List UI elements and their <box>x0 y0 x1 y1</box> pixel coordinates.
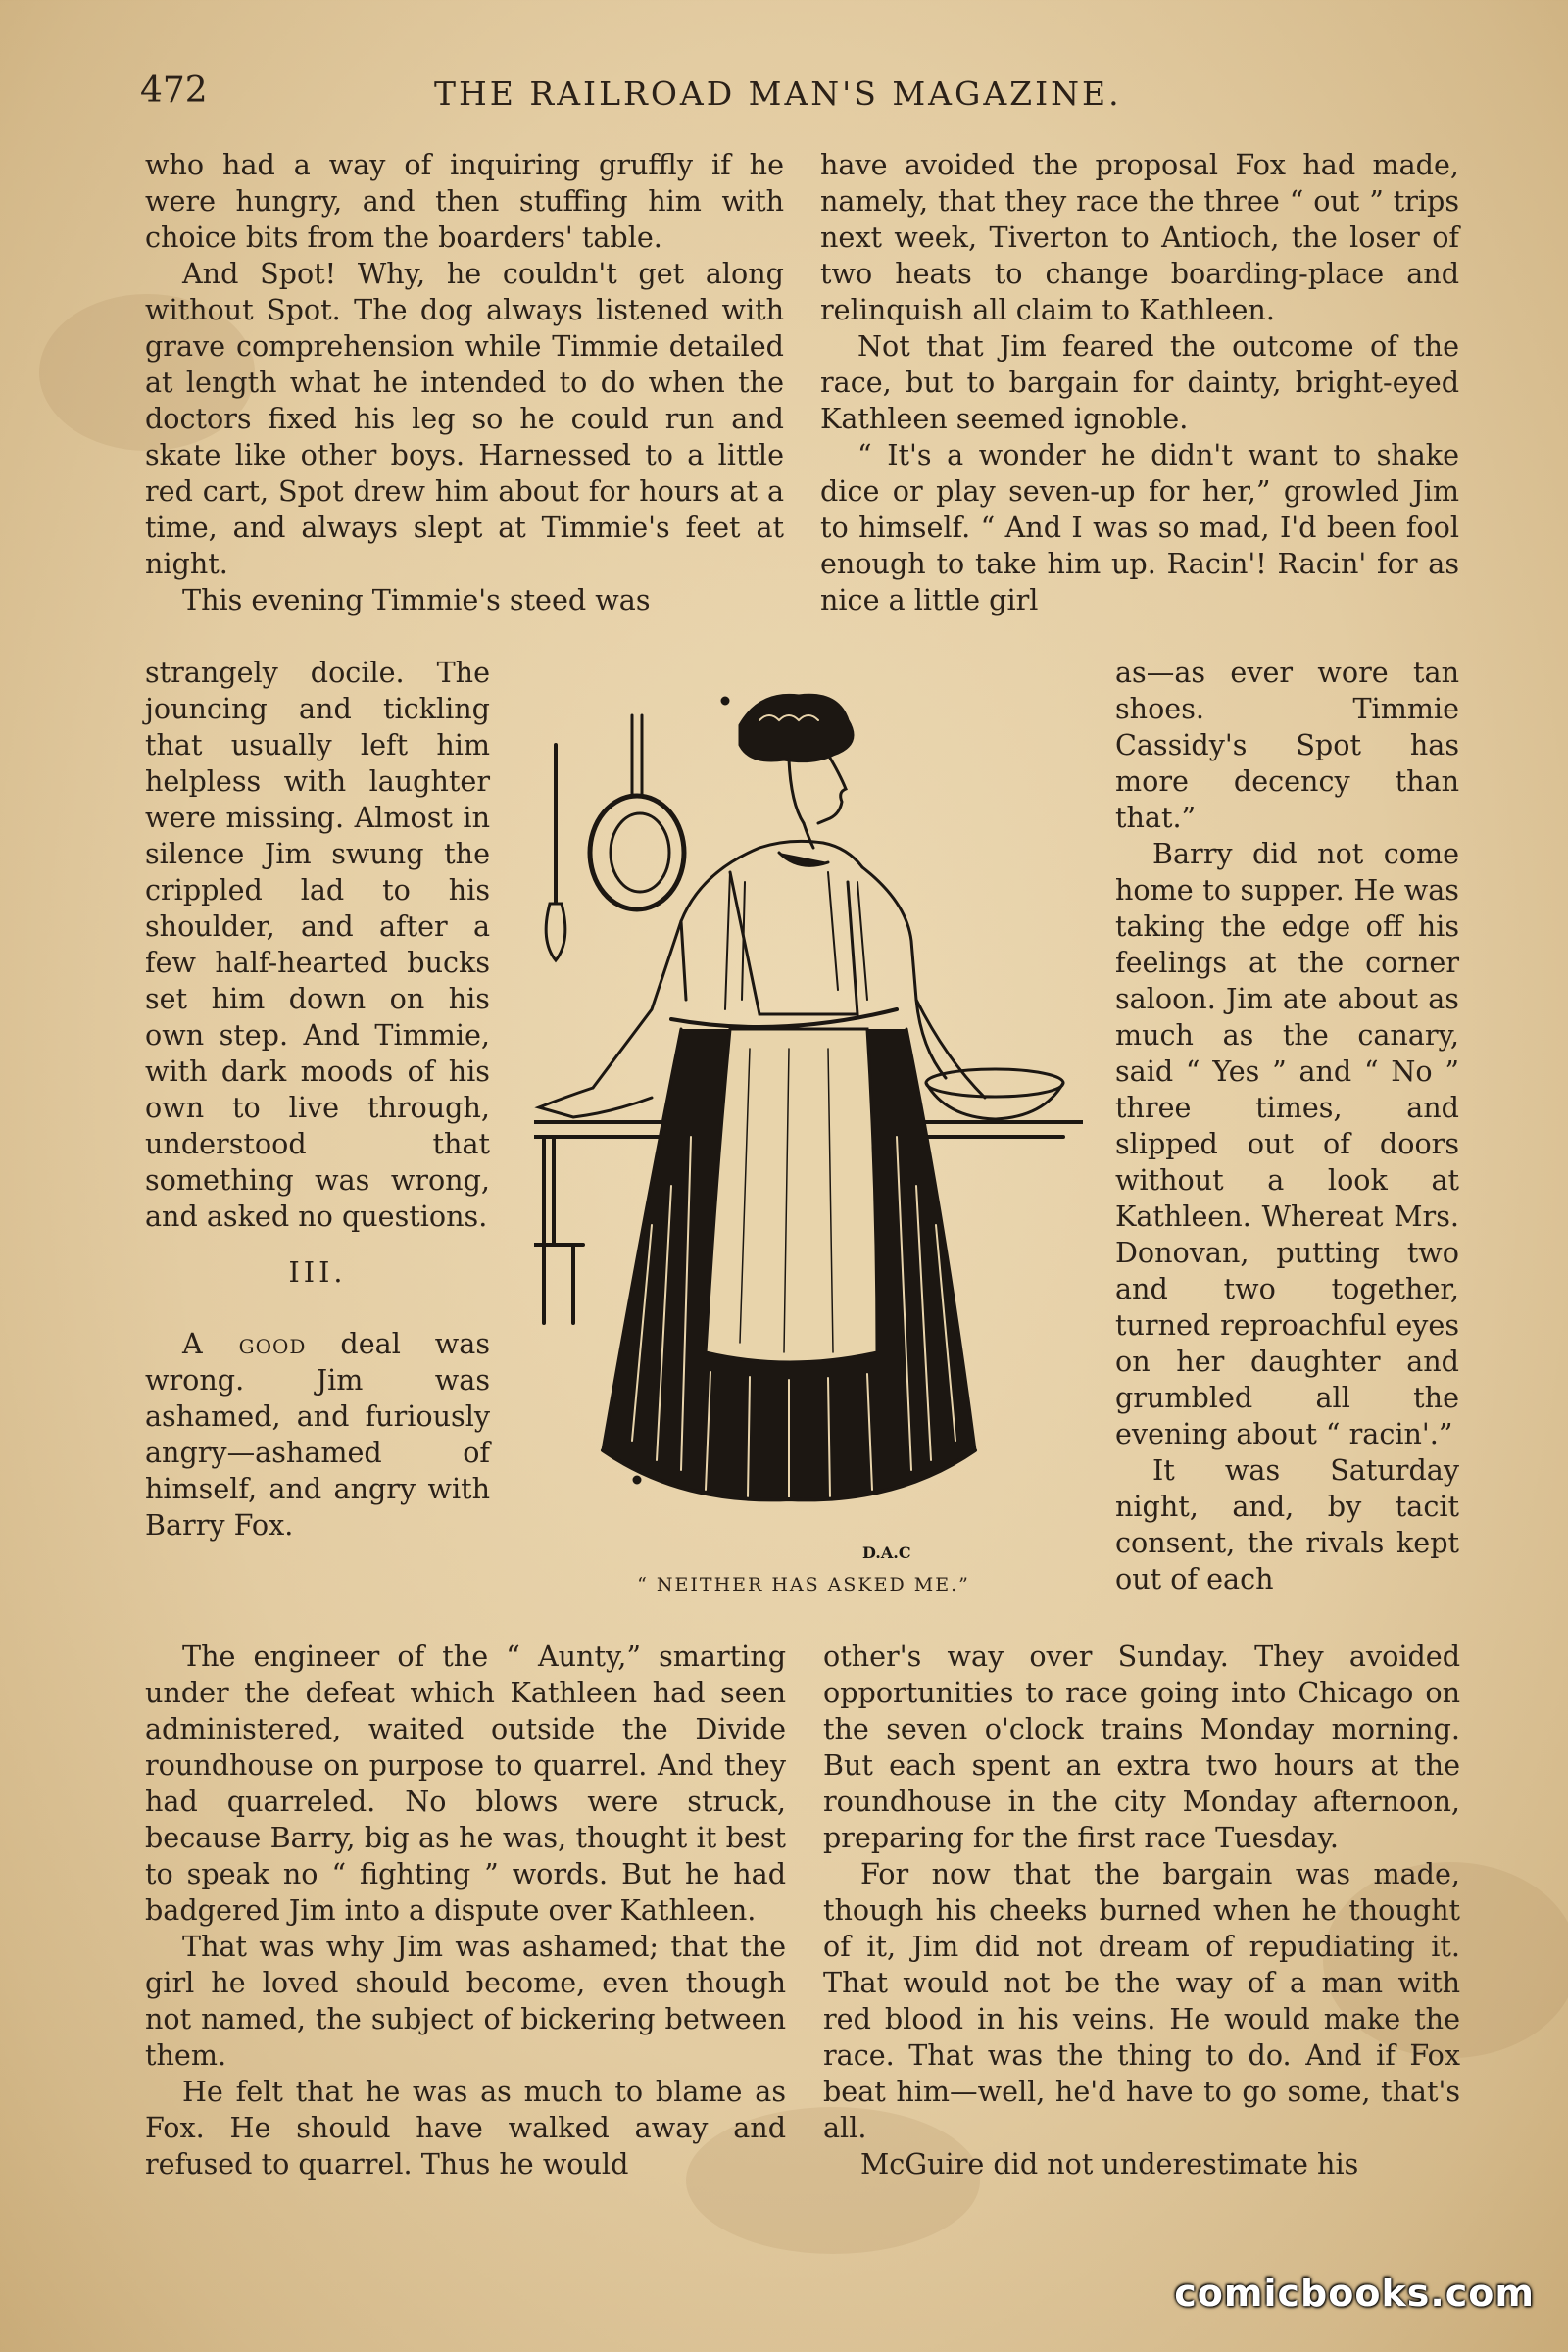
page-header <box>0 71 1568 120</box>
paragraph: have avoided the proposal Fox had made, namely, that they race the three “ out ” trips next week, Tiverton to Antioch, the loser of two heats to change boarding-place and relinquish all claim to Kathleen. <box>820 148 1459 326</box>
woman-drawing <box>534 676 1083 1568</box>
page-number: 472 <box>140 71 208 111</box>
paragraph <box>145 1326 490 1544</box>
paragraph: The engineer of the “ Aunty,” smarting under the defeat which Kathleen had seen administered, waited outside the Divide roundhouse on purpose to quarrel. And they had quarreled. No blows were struck, because Barry, big as he was, thought it best to speak no “ fighting ” words. But he had badgered Jim into a dispute over Kathleen. <box>145 1640 786 1927</box>
paragraph: This evening Timmie's steed was <box>182 583 651 616</box>
paragraph: Not that Jim feared the outcome of the race, but to bargain for dainty, bright-eyed Kathleen seemed ignoble. <box>820 329 1459 435</box>
paragraph: who had a way of inquiring gruffly if he were hungry, and then stuffing him with choice bits from the boarders' table. <box>145 148 784 254</box>
paragraph: Barry did not come home to supper. He was taking the edge off his feelings at the corner saloon. Jim ate about as much as the canary, said “ Yes ” and “ No ” three times, and slipped out of doors without a look at Kathleen. Whereat Mrs. Donovan, putting two and two together, turned reproachful eyes on her daughter and grumbled all the evening about “ racin'.” <box>1115 837 1459 1450</box>
left-column-top <box>145 147 784 618</box>
paragraph: as—as ever wore tan shoes. Timmie Cassidy's Spot has more decency than that.” <box>1115 656 1459 834</box>
illustration-woman-at-table <box>534 676 1083 1568</box>
right-column-bottom <box>823 1639 1460 2182</box>
lead-words: A good <box>182 1327 307 1360</box>
left-column-bottom <box>145 1639 786 2182</box>
site-watermark: comicbooks.com <box>1174 2272 1535 2315</box>
illustration-caption: “ NEITHER HAS ASKED ME.” <box>637 1574 970 1595</box>
magazine-title: THE RAILROAD MAN'S MAGAZINE. <box>434 74 1122 113</box>
paragraph: For now that the bargain was made, though his cheeks burned when he thought of it, Jim did not dream of repudiating it. That would not be the way of a man with red blood in his veins. He would make the race. That was the thing to do. And if Fox beat him—well, he'd have to go some, that's all. <box>823 1857 1460 2144</box>
left-column-narrow <box>145 655 490 1544</box>
paragraph: It was Saturday night, and, by tacit consent, the rivals kept out of each <box>1115 1453 1459 1595</box>
artist-signature: D.A.C <box>862 1544 911 1562</box>
paragraph: And Spot! Why, he couldn't get along without Spot. The dog always listened with grave comprehension while Timmie detailed at length what he intended to do when the doctors fixed his leg so he could run and skate like other boys. Harnessed to a little red cart, Spot drew him about for hours at a time, and always slept at Timmie's feet at night. <box>145 257 784 580</box>
paragraph: He felt that he was as much to blame as Fox. He should have walked away and refused to quarrel. Thus he would <box>145 2075 786 2180</box>
right-column-narrow <box>1115 655 1459 1597</box>
right-column-top <box>820 147 1459 618</box>
paragraph: That was why Jim was ashamed; that the girl he loved should become, even though not named, the subject of bickering between them. <box>145 1930 786 2072</box>
paragraph: strangely docile. The jouncing and tickling that usually left him helpless with laughter were missing. Almost in silence Jim swung the crippled lad to his shoulder, and after a few half-hearted bucks set him down on his own step. And Timmie, with dark moods of his own to live through, understood that something was wrong, and asked no questions. <box>145 656 490 1233</box>
paragraph-text: deal was wrong. Jim was ashamed, and furiously angry—ashamed of himself, and angry with Barry Fox. <box>145 1327 491 1542</box>
section-heading: III. <box>288 1255 347 1289</box>
paragraph: McGuire did not underestimate his <box>860 2147 1359 2180</box>
paragraph: other's way over Sunday. They avoided opportunities to race going into Chicago on the seven o'clock trains Monday morning. But each spent an extra two hours at the roundhouse in the city Monday afternoon, preparing for the first race Tuesday. <box>823 1640 1460 1854</box>
paragraph: “ It's a wonder he didn't want to shake dice or play seven-up for her,” growled Jim to himself. “ And I was so mad, I'd been fool enough to take him up. Racin'! Racin' for as nice a little girl <box>820 438 1459 616</box>
